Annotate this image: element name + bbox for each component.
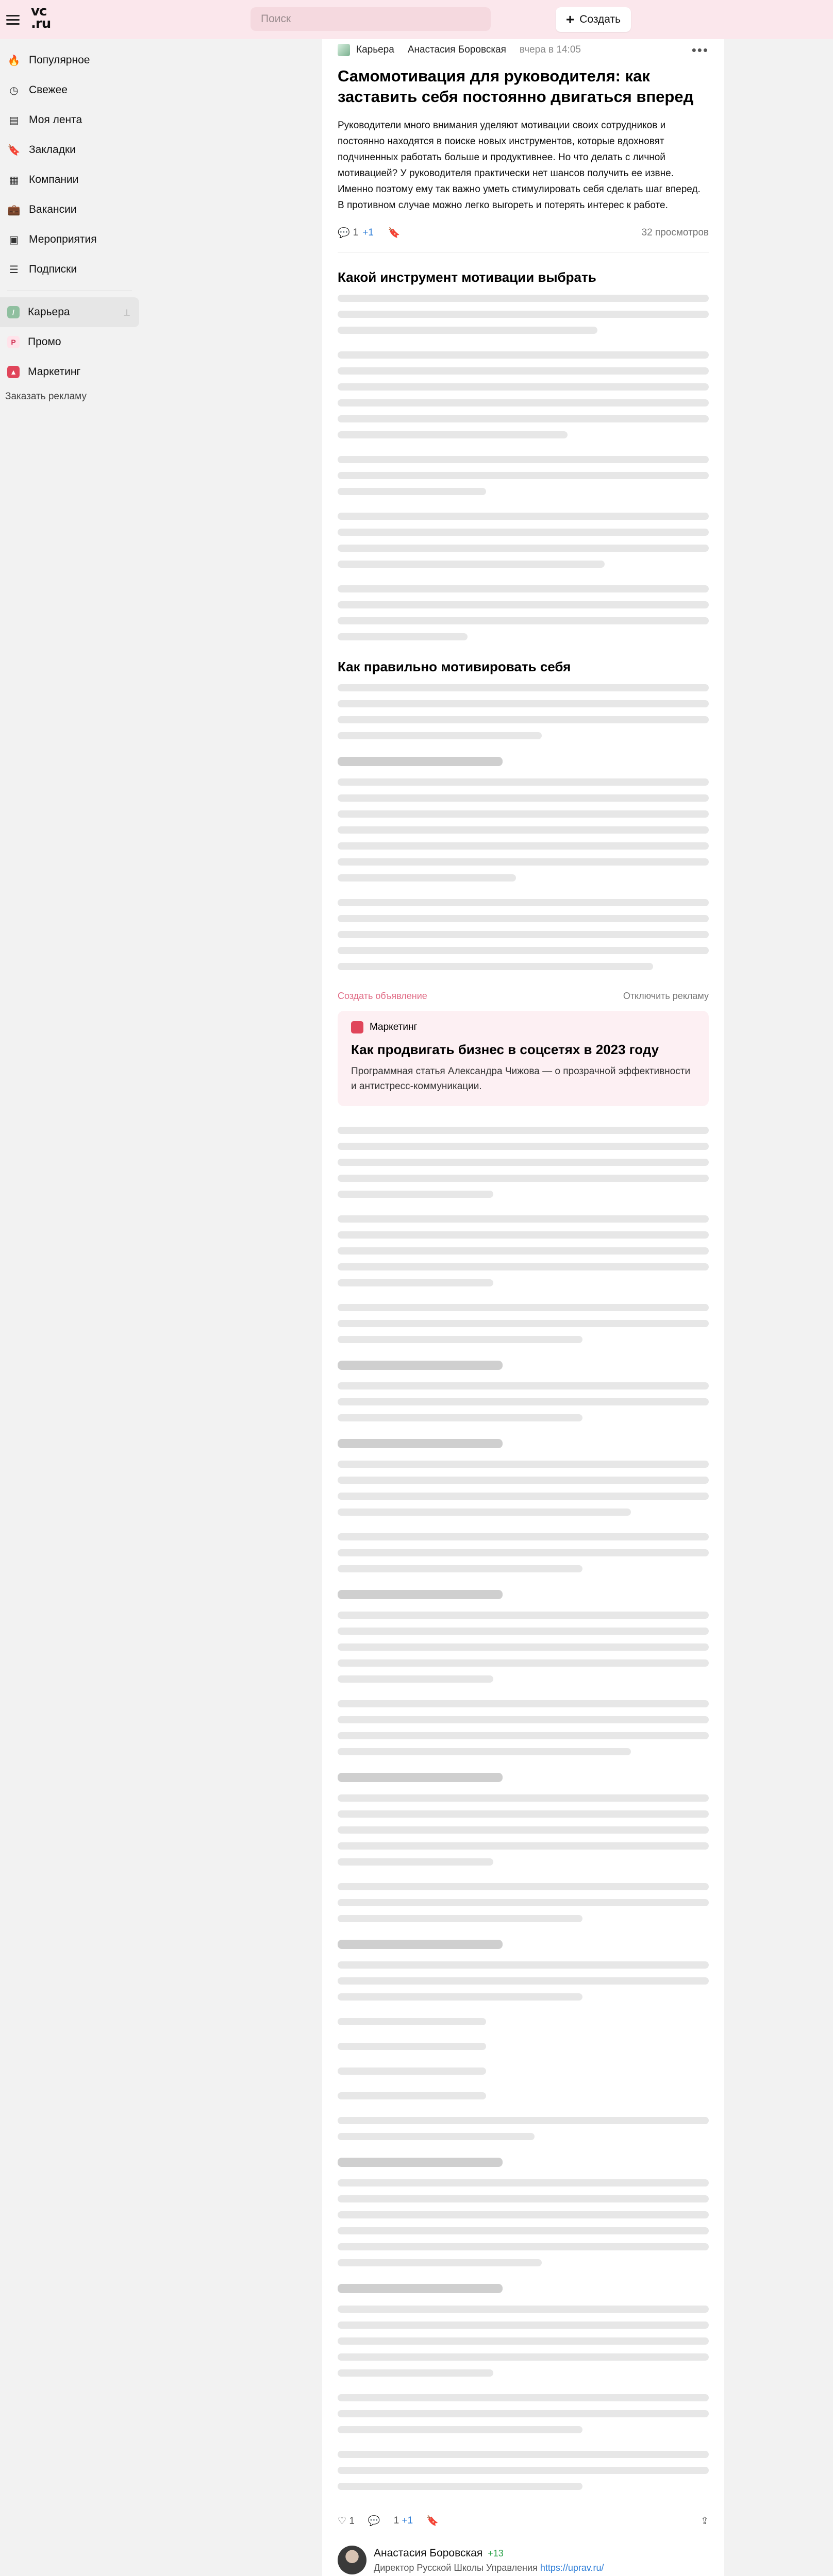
sidebar-item-career[interactable]	[0, 297, 139, 327]
sidebar-item-feed[interactable]	[0, 105, 139, 135]
author-card-name[interactable]: Анастасия Боровская +13	[374, 2547, 504, 2559]
promo-description: Программная статья Александра Чижова — о прозрачной эффективности и антистресс-коммуникации.	[351, 1066, 691, 1092]
article	[322, 39, 724, 2576]
sidebar-item-companies[interactable]	[0, 165, 139, 195]
calendar-icon: ▣	[9, 234, 19, 246]
bookmark-icon[interactable]: 🔖	[388, 228, 401, 239]
sidebar-item-label: Компании	[29, 174, 79, 185]
search-input[interactable]	[251, 7, 491, 31]
sidebar-item-label: Мероприятия	[29, 233, 97, 245]
bookmark-icon: 🔖	[7, 144, 21, 156]
paragraph-placeholder	[338, 1382, 709, 1421]
subheading-placeholder	[338, 2284, 503, 2293]
like-count: 1	[349, 2515, 355, 2527]
menu-icon[interactable]	[6, 12, 20, 26]
paragraph-placeholder	[338, 456, 709, 495]
paragraph-placeholder	[338, 1612, 709, 1683]
sidebar-item-label: Подписки	[29, 263, 77, 275]
subheading-placeholder	[338, 1439, 503, 1448]
sidebar-item-label: Закладки	[29, 144, 76, 156]
create-button[interactable]	[556, 7, 631, 32]
building-icon: ▦	[9, 174, 19, 186]
subheading-placeholder	[338, 757, 503, 766]
subheading-placeholder	[338, 1773, 503, 1782]
disable-ads-link[interactable]: Отключить рекламу	[623, 991, 709, 1001]
paragraph-placeholder	[338, 1304, 709, 1343]
career-subsite-icon	[338, 44, 350, 56]
more-icon[interactable]: •••	[691, 42, 709, 58]
like-icon[interactable]: ♡ 1	[338, 2515, 355, 2527]
article-title: Самомотивация для руководителя: как заставить себя постоянно двигаться вперед	[338, 67, 694, 106]
sidebar-item-label: Популярное	[29, 54, 90, 66]
subheading-placeholder	[338, 1940, 503, 1949]
order-ad-link[interactable]: Заказать рекламу	[5, 391, 87, 402]
paragraph-placeholder	[338, 2451, 709, 2490]
paragraph-placeholder	[338, 1883, 709, 1922]
feed-icon: ▤	[9, 114, 19, 126]
section-heading: Как правильно мотивировать себя	[338, 659, 571, 674]
sidebar-item-label: Вакансии	[29, 204, 77, 215]
comment-icon[interactable]: 💬	[368, 2516, 380, 2527]
karma-badge: +13	[488, 2548, 504, 2558]
paragraph-placeholder	[338, 1533, 709, 1572]
author-card	[338, 2546, 709, 2574]
promo-tag-label: Маркетинг	[370, 1022, 418, 1032]
article-footer-stats	[338, 2511, 709, 2531]
sidebar-item-label: Моя лента	[29, 114, 82, 126]
promo-card[interactable]	[338, 1011, 709, 1106]
promo-tag	[351, 1021, 695, 1033]
section-heading: Какой инструмент мотивации выбрать	[338, 269, 596, 285]
comment-count[interactable]: 1 +1	[393, 2515, 413, 2526]
logo[interactable]: vc .ru	[31, 4, 51, 31]
marketing-subsite-icon	[351, 1021, 363, 1033]
author-card-description: Директор Русской Школы Управления https://uprav.ru/	[374, 2562, 604, 2573]
paragraph-placeholder	[338, 1215, 709, 1286]
comment-count[interactable]: 1	[353, 227, 359, 238]
avatar[interactable]	[338, 2546, 366, 2574]
create-ad-link[interactable]: Создать объявление	[338, 991, 427, 1001]
sidebar-item-events[interactable]	[0, 225, 139, 255]
paragraph-placeholder	[338, 1127, 709, 1198]
author-name[interactable]: Анастасия Боровская	[407, 44, 506, 55]
sidebar-item-vacancies[interactable]	[0, 195, 139, 225]
paragraph-placeholder	[338, 1700, 709, 1755]
promo-title[interactable]: Как продвигать бизнес в соцсетях в 2023 году	[351, 1042, 659, 1057]
flame-icon: 🔥	[7, 55, 21, 66]
comment-icon[interactable]: 💬	[338, 228, 350, 239]
subsite-name[interactable]: Карьера	[356, 44, 394, 55]
publish-time: вчера в 14:05	[519, 44, 581, 55]
subheading-placeholder	[338, 1590, 503, 1599]
paragraph-placeholder	[338, 513, 709, 568]
promo-subsite-icon: P	[7, 336, 20, 348]
sidebar-item-fresh[interactable]	[0, 75, 139, 105]
sidebar-item-label: Промо	[28, 336, 61, 348]
divider	[338, 252, 709, 253]
plus-icon: +	[565, 11, 575, 27]
paragraph-placeholder	[338, 1794, 709, 1866]
comment-new-count: +1	[362, 227, 374, 238]
paragraph-placeholder	[338, 1961, 709, 2001]
article-meta	[338, 41, 709, 59]
paragraph-placeholder	[338, 2067, 709, 2075]
sidebar-item-popular[interactable]	[0, 45, 139, 75]
sidebar	[0, 39, 139, 402]
sidebar-item-label: Карьера	[28, 306, 70, 318]
sidebar-item-subscriptions[interactable]	[0, 255, 139, 284]
career-subsite-icon: /	[7, 306, 20, 318]
marketing-subsite-icon: ▲	[7, 366, 20, 378]
top-bar	[0, 0, 833, 39]
paragraph-placeholder	[338, 778, 709, 882]
article-lead: Руководители много внимания уделяют мотивации своих сотрудников и постоянно находятся в поиске новых инструментов, которые вдохновят подчиненных работать больше и продуктивнее. Но что делать с личной мотивацией? У руководителя практически нет шансов получить ее извне. Именно поэтому ему так важно уметь стимулировать себя сделать шаг вперед. В противном случае можно легко выгореть и потерять интерес к работе.	[338, 120, 701, 211]
paragraph-placeholder	[338, 2018, 709, 2025]
sidebar-item-label: Маркетинг	[28, 366, 81, 378]
briefcase-icon: 💼	[7, 204, 21, 216]
paragraph-placeholder	[338, 899, 709, 970]
author-link[interactable]: https://uprav.ru/	[540, 2562, 604, 2573]
paragraph-placeholder	[338, 295, 709, 334]
create-button-label: Создать	[579, 13, 621, 25]
pin-icon[interactable]: ⟂	[123, 307, 130, 317]
paragraph-placeholder	[338, 351, 709, 438]
views-count: 32 просмотров	[641, 227, 709, 238]
share-icon[interactable]: ⇪	[701, 2515, 709, 2527]
paragraph-placeholder	[338, 2306, 709, 2377]
paragraph-placeholder	[338, 2179, 709, 2266]
paragraph-placeholder	[338, 2394, 709, 2433]
bookmark-icon[interactable]: 🔖	[426, 2516, 439, 2527]
subheading-placeholder	[338, 2158, 503, 2167]
paragraph-placeholder	[338, 684, 709, 739]
paragraph-placeholder	[338, 585, 709, 640]
clock-icon: ◷	[9, 84, 19, 96]
sidebar-item-bookmarks[interactable]	[0, 135, 139, 165]
subheading-placeholder	[338, 1361, 503, 1370]
subscriptions-icon: ☰	[9, 264, 19, 276]
paragraph-placeholder	[338, 1461, 709, 1516]
article-stats	[338, 223, 709, 243]
ad-row	[338, 991, 709, 1002]
sidebar-item-marketing[interactable]	[0, 357, 139, 387]
paragraph-placeholder	[338, 2117, 709, 2140]
sidebar-item-label: Свежее	[29, 84, 68, 96]
paragraph-placeholder	[338, 2043, 709, 2050]
paragraph-placeholder	[338, 2092, 709, 2099]
article-body	[338, 1127, 709, 2490]
sidebar-item-promo[interactable]	[0, 327, 139, 357]
